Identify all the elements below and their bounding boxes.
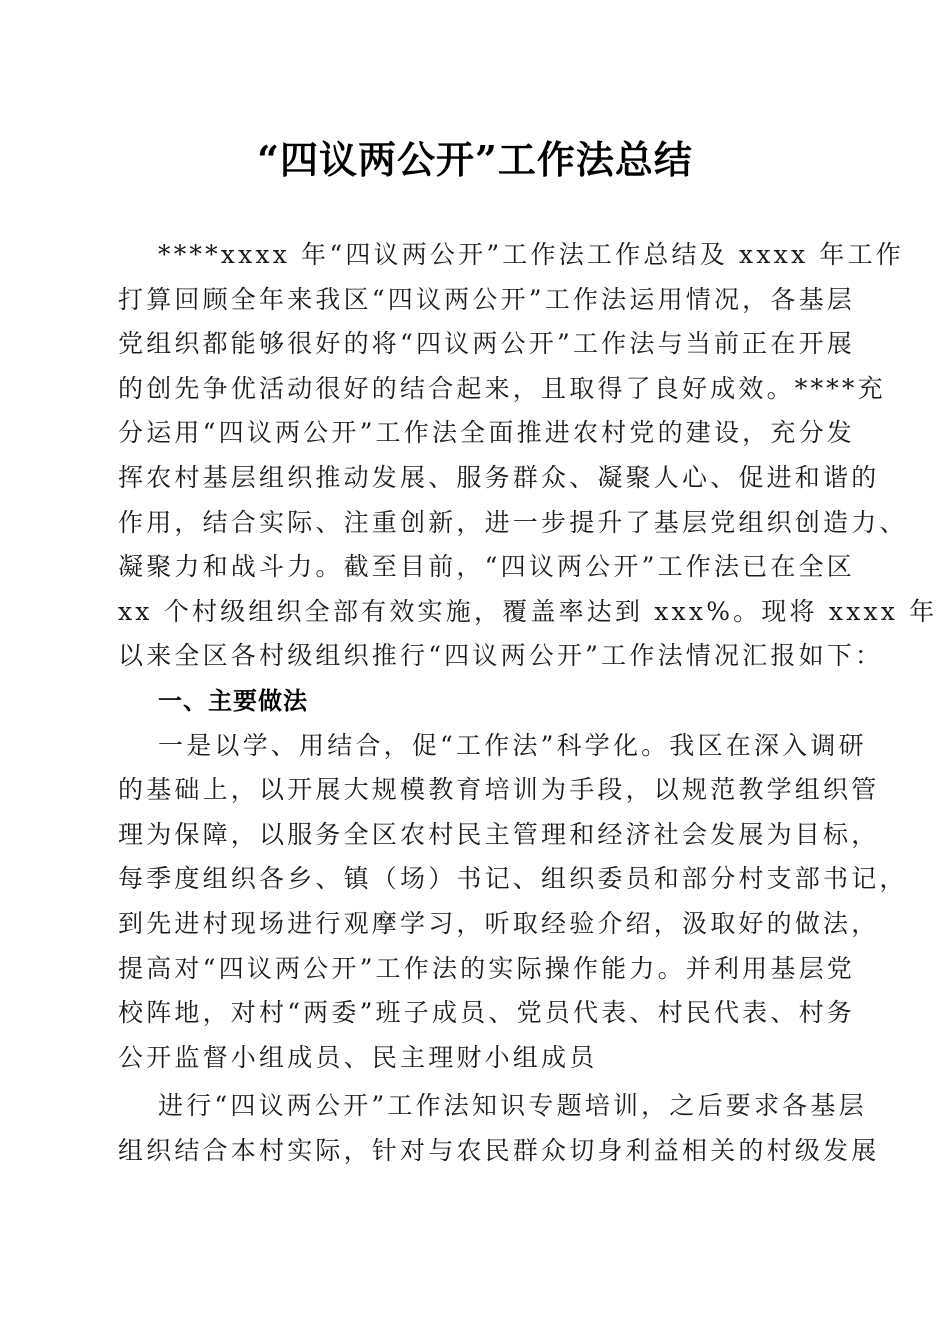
paragraph-line: 分运用“四议两公开”工作法全面推进农村党的建设，充分发 <box>118 418 855 448</box>
paragraph-line: ****xxxx 年“四议两公开”工作法工作总结及 xxxx 年工作 <box>158 240 904 269</box>
paragraph-line: 校阵地，对村“两委”班子成员、党员代表、村民代表、村务 <box>118 998 855 1028</box>
document-title: “四议两公开”工作法总结 <box>257 137 693 182</box>
paragraph-line: 每季度组织各乡、镇（场）书记、组织委员和部分村支部书记， <box>118 864 908 894</box>
paragraph-line: 作用，结合实际、注重创新，进一步提升了基层党组织创造力、 <box>118 507 908 537</box>
paragraph-line: 凝聚力和战斗力。截至目前，“四议两公开”工作法已在全区 <box>118 552 855 582</box>
paragraph-line: 到先进村现场进行观摩学习，听取经验介绍，汲取好的做法， <box>118 908 880 938</box>
paragraph-line: 组织结合本村实际，针对与农民群众切身利益相关的村级发展 <box>118 1135 880 1165</box>
paragraph-line: 打算回顾全年来我区“四议两公开”工作法运用情况，各基层 <box>118 284 855 314</box>
paragraph-line: 的基础上，以开展大规模教育培训为手段，以规范教学组织管 <box>118 775 880 805</box>
paragraph-line: 提高对“四议两公开”工作法的实际操作能力。并利用基层党 <box>118 953 855 983</box>
paragraph-line: 理为保障，以服务全区农村民主管理和经济社会发展为目标， <box>118 819 880 849</box>
section-paragraph-2 <box>118 1084 880 1173</box>
paragraph-line: 公开监督小组成员、民主理财小组成员 <box>118 1042 598 1072</box>
section-paragraph-1 <box>118 724 908 1081</box>
paragraph-line: 挥农村基层组织推动发展、服务群众、凝聚人心、促进和谐的 <box>118 462 880 492</box>
paragraph-line: 的创先争优活动很好的结合起来，且取得了良好成效。****充 <box>118 373 886 403</box>
paragraph-line: 以来全区各村级组织推行“四议两公开”工作法情况汇报如下： <box>118 641 884 671</box>
document-body <box>118 233 938 1173</box>
paragraph-line: 党组织都能够很好的将“四议两公开”工作法与当前正在开展 <box>118 329 855 359</box>
section-heading: 一、主要做法 <box>158 686 308 715</box>
paragraph-line: xx 个村级组织全部有效实施，覆盖率达到 xxx%。现将 xxxx 年 <box>118 596 938 626</box>
paragraph-line: 进行“四议两公开”工作法知识专题培训，之后要求各基层 <box>158 1091 867 1121</box>
paragraph-line: 一是以学、用结合，促“工作法”科学化。我区在深入调研 <box>158 730 867 760</box>
intro-paragraph <box>118 233 938 679</box>
